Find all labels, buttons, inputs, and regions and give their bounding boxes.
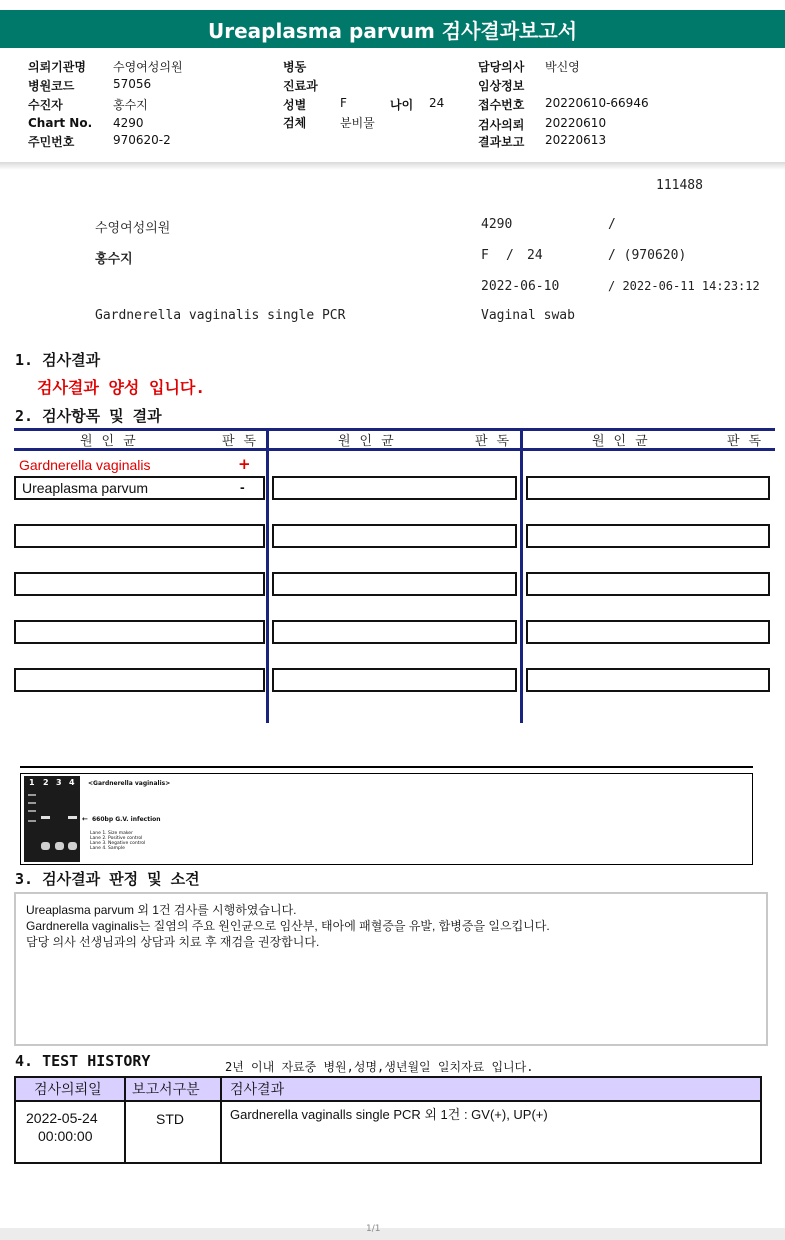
summary-chart: 4290	[481, 217, 513, 232]
finding-line-1: Ureaplasma parvum 외 1건 검사를 시행하였습니다.	[26, 903, 297, 917]
history-note: 2년 이내 자료중 병원,성명,생년월일 일치자료 입니다.	[225, 1060, 534, 1074]
table-col-divider-2	[520, 428, 523, 723]
gel-arrow: ←	[82, 815, 88, 823]
header-divider	[0, 162, 785, 170]
report-date-value: 20220613	[545, 133, 607, 147]
history-divider	[220, 1078, 222, 1162]
page-number: 1/1	[366, 1224, 381, 1234]
empty-cell	[272, 572, 517, 596]
age-value: 24	[429, 96, 445, 110]
dept-label: 진료과	[283, 79, 318, 93]
empty-cell	[14, 524, 265, 548]
summary-slash: /	[608, 217, 616, 232]
summary-birth: / (970620)	[608, 248, 687, 263]
age-label: 나이	[390, 98, 414, 112]
receipt-value: 20220610-66946	[545, 96, 649, 110]
col-result-3: 판독	[727, 434, 771, 449]
id-label: 주민번호	[28, 135, 75, 149]
gel-legend-1: Lane 1. Size maker	[90, 831, 133, 836]
history-divider	[124, 1078, 126, 1162]
result-ureaplasma: -	[240, 479, 245, 495]
pathogen-gardnerella: Gardnerella vaginalis	[19, 457, 151, 473]
lane-4-label: 4	[69, 778, 75, 787]
history-header-row	[16, 1078, 760, 1102]
specimen-label: 검체	[283, 116, 307, 130]
header-info	[0, 56, 785, 162]
report-date-label: 결과보고	[478, 135, 525, 149]
history-col-result: 검사결과	[230, 1081, 285, 1097]
report-title: Ureaplasma parvum 검사결과보고서	[0, 10, 785, 48]
gel-band	[41, 842, 50, 850]
findings-box	[14, 892, 768, 1046]
empty-cell	[526, 476, 770, 500]
summary-code: 111488	[656, 178, 703, 193]
summary-institution: 수영여성의원	[95, 221, 171, 236]
lane-1-label: 1	[29, 778, 35, 787]
gel-band	[55, 842, 64, 850]
pathogen-ureaplasma-cell	[14, 476, 265, 500]
summary-patient: 홍수지	[95, 252, 133, 267]
summary-test: Gardnerella vaginalis single PCR	[95, 308, 346, 323]
doctor-value: 박신영	[545, 60, 580, 74]
finding-line-3: 담당 의사 선생님과의 상담과 치료 후 재검을 권장합니다.	[26, 935, 320, 949]
history-col-date: 검사의뢰일	[34, 1081, 102, 1097]
col-result-1: 판독	[222, 434, 266, 449]
empty-cell	[14, 620, 265, 644]
sex-value: F	[340, 96, 347, 110]
empty-cell	[14, 668, 265, 692]
hospital-code-value: 57056	[113, 77, 152, 91]
col-pathogen-2: 원인균	[338, 434, 403, 449]
history-type: STD	[156, 1111, 184, 1127]
section-4-title: 4. TEST HISTORY	[15, 1052, 151, 1070]
patient-value: 홍수지	[113, 98, 148, 112]
gel-band	[28, 820, 36, 822]
summary-date1: 2022-06-10	[481, 279, 560, 294]
chart-value: 4290	[113, 116, 144, 130]
institution-value: 수영여성의원	[113, 60, 183, 74]
summary-sex-age-slash: /	[506, 248, 514, 263]
empty-cell	[526, 668, 770, 692]
col-pathogen-1: 원인균	[80, 434, 145, 449]
history-col-type: 보고서구분	[132, 1081, 200, 1097]
empty-cell	[526, 524, 770, 548]
gel-band	[41, 816, 50, 819]
result-gardnerella: +	[238, 455, 251, 473]
gel-title: <Gardnerella vaginalis>	[88, 780, 171, 787]
empty-cell	[14, 572, 265, 596]
ward-label: 병동	[283, 60, 307, 74]
history-table	[14, 1076, 762, 1164]
empty-cell	[526, 572, 770, 596]
page-footer	[0, 1224, 785, 1240]
history-date: 2022-05-24	[26, 1110, 98, 1126]
gel-band	[68, 816, 77, 819]
pathogen-ureaplasma: Ureaplasma parvum	[22, 480, 149, 496]
summary-age: 24	[527, 248, 543, 263]
empty-cell	[272, 524, 517, 548]
summary-sex: F	[481, 248, 489, 263]
section-3-title: 3. 검사결과 판정 및 소견	[15, 870, 200, 888]
finding-line-2: Gardnerella vaginalis는 질염의 주요 원인균으로 임산부, 태아에 패혈증을 유발, 합병증을 일으킵니다.	[26, 919, 550, 933]
gel-band-label: 660bp G.V. infection	[92, 816, 161, 823]
clinical-label: 임상정보	[478, 79, 525, 93]
summary-date2: / 2022-06-11 14:23:12	[608, 279, 760, 293]
empty-cell	[272, 620, 517, 644]
table-col-divider-1	[266, 428, 269, 723]
section-1-title: 1. 검사결과	[15, 351, 101, 369]
specimen-value: 분비물	[340, 116, 375, 130]
section-2-title: 2. 검사항목 및 결과	[15, 407, 162, 425]
gel-legend-2: Lane 2. Positive control	[90, 836, 143, 841]
gel-legend-3: Lane 3. Negative control	[90, 841, 146, 846]
history-result: Gardnerella vaginalls single PCR 외 1건 : GV(+), UP(+)	[230, 1107, 548, 1122]
id-value: 970620-2	[113, 133, 171, 147]
col-pathogen-3: 원인균	[592, 434, 657, 449]
request-value: 20220610	[545, 116, 607, 130]
empty-cell	[272, 476, 517, 500]
empty-cell	[272, 668, 517, 692]
summary-specimen: Vaginal swab	[481, 308, 575, 323]
gel-band	[68, 842, 77, 850]
gel-photo	[24, 776, 80, 862]
hospital-code-label: 병원코드	[28, 79, 75, 93]
lane-2-label: 2	[43, 778, 49, 787]
gel-legend-4: Lane 4. Sample	[90, 846, 125, 851]
doctor-label: 담당의사	[478, 60, 525, 74]
sex-label: 성별	[283, 98, 307, 112]
gel-band	[28, 810, 36, 812]
empty-cell	[526, 620, 770, 644]
gel-band	[28, 802, 36, 804]
lane-3-label: 3	[56, 778, 62, 787]
history-time: 00:00:00	[38, 1128, 93, 1144]
receipt-label: 접수번호	[478, 98, 525, 112]
result-positive: 검사결과 양성 입니다.	[37, 378, 206, 397]
request-label: 검사의뢰	[478, 118, 525, 132]
institution-label: 의뢰기관명	[28, 60, 86, 74]
patient-label: 수진자	[28, 98, 63, 112]
col-result-2: 판독	[475, 434, 519, 449]
gel-band	[28, 794, 36, 796]
gel-top-line	[20, 766, 753, 768]
chart-label: Chart No.	[28, 116, 93, 130]
